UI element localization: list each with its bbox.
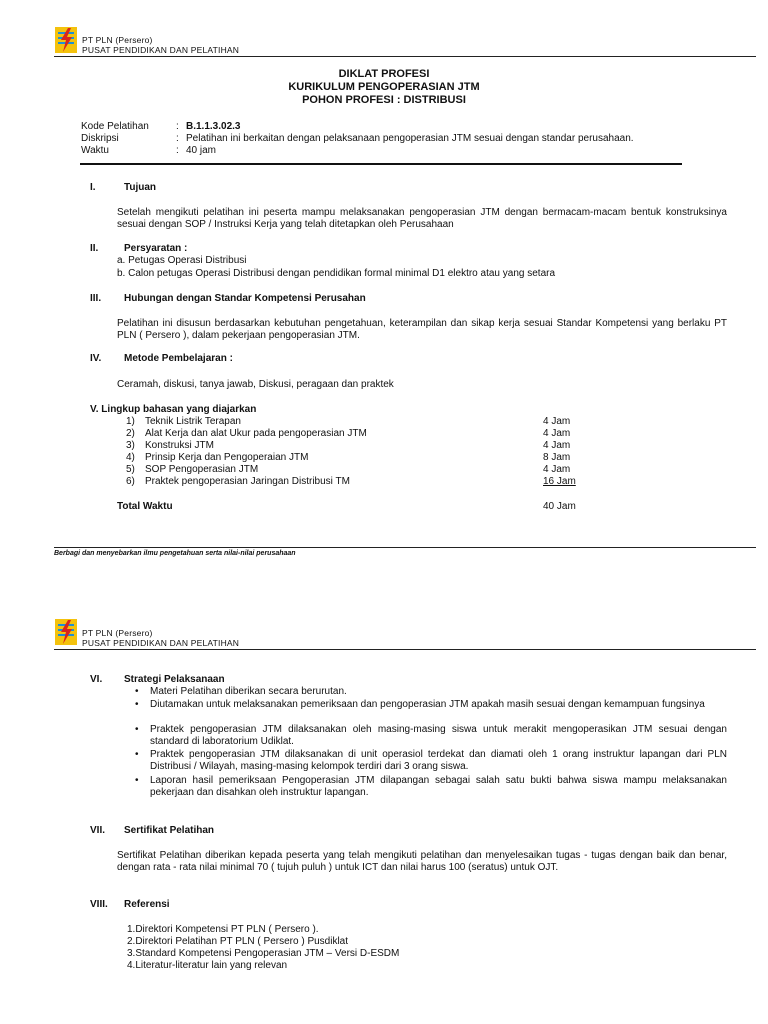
section-metode-title: Metode Pembelajaran : [124,353,233,364]
referensi-item: 1.Direktori Kompetensi PT PLN ( Persero ). [127,924,319,935]
kode-label: Kode Pelatihan [81,121,149,132]
waktu-value: 40 jam [186,145,217,156]
tujuan-text: Setelah mengikuti pelatihan ini peserta mampu melaksanakan pengoperasian JTM dengan bermacam-macam bentuk konstruksinya sesuai dengan SOP / Instruksi Kerja yang telah ditetapkan oleh Perusahaan [117,207,727,230]
scope-item-text: Teknik Listrik Terapan [145,416,241,427]
referensi-item: 2.Direktori Pelatihan PT PLN ( Persero ) Pusdiklat [127,936,349,947]
section-sertifikat-title: Sertifikat Pelatihan [124,825,215,836]
scope-item-text: Praktek pengoperasian Jaringan Distribusi TM [145,476,350,487]
section-persyaratan-num: II. [90,243,99,254]
unit-name: PUSAT PENDIDIKAN DAN PELATIHAN [82,45,240,55]
scope-item-num: 4) [126,452,135,463]
hubungan-text: Pelatihan ini disusun berdasarkan kebutuhan pengetahuan, keterampilan dan sikap kerja sesuai Standar Kompetensi yang berlaku PT PLN ( Persero ), dalam pekerjaan pengoperasian JTM. [117,318,727,341]
company-name: PT PLN (Persero) [82,628,153,638]
scope-item-hours: 4 Jam [543,440,571,451]
footer-divider [54,547,756,548]
bullet-icon: • [135,775,139,786]
footer-tagline: Berbagi dan menyebarkan ilmu pengetahuan serta nilai-nilai perusahaan [54,550,296,557]
bullet-icon: • [135,686,139,697]
section-strategi-num: VI. [90,674,103,685]
kode-colon: : [176,121,179,132]
scope-item-num: 3) [126,440,135,451]
scope-item-hours: 8 Jam [543,452,571,463]
section-metode-num: IV. [90,353,102,364]
referensi-item: 4.Literatur-literatur lain yang relevan [127,960,288,971]
scope-item-num: 6) [126,476,135,487]
scope-item-text: Konstruksi JTM [145,440,214,451]
diskripsi-label: Diskripsi [81,133,119,144]
section-lingkup-title: V. Lingkup bahasan yang diajarkan [90,404,257,415]
waktu-label: Waktu [81,145,109,156]
scope-item-num: 1) [126,416,135,427]
section-tujuan-title: Tujuan [124,182,157,193]
kode-value: B.1.1.3.02.3 [186,121,241,132]
scope-item-hours: 4 Jam [543,416,571,427]
section-hubungan-num: III. [90,293,102,304]
referensi-item: 3.Standard Kompetensi Pengoperasian JTM – Versi D-ESDM [127,948,400,959]
diskripsi-value: Pelatihan ini berkaitan dengan pelaksanaan pengoperasian JTM sesuai dengan standar perusahaan. [186,133,634,144]
bullet-icon: • [135,699,139,710]
scope-item-text: Alat Kerja dan alat Ukur pada pengoperasian JTM [145,428,367,439]
section-persyaratan-title: Persyaratan : [124,243,188,254]
sertifikat-text: Sertifikat Pelatihan diberikan kepada peserta yang telah mengikuti pelatihan dan menyelesaikan tugas - tugas dengan baik dan benar, dengan rata - rata nilai minimal 70 ( tujuh puluh ) untuk ICT dan nilai harus 100 (seratus) untuk OJT. [117,850,727,873]
doc-subtitle: KURIKULUM PENGOPERASIAN JTM [288,81,480,93]
persyaratan-item: a. Petugas Operasi Distribusi [117,255,247,266]
section-referensi-title: Referensi [124,899,170,910]
section-sertifikat-num: VII. [90,825,106,836]
scope-item-num: 5) [126,464,135,475]
diskripsi-colon: : [176,133,179,144]
section-hubungan-title: Hubungan dengan Standar Kompetensi Perusahan [124,293,366,304]
doc-title: DIKLAT PROFESI [338,68,430,80]
scope-item-num: 2) [126,428,135,439]
scope-item-hours: 4 Jam [543,428,571,439]
section-strategi-title: Strategi Pelaksanaan [124,674,225,685]
scope-item-hours: 16 Jam [543,476,576,487]
waktu-colon: : [176,145,179,156]
pln-logo-icon [55,27,77,53]
strategi-item: Praktek pengoperasian JTM dilaksanakan di unit operasiol terdekat dan diamati oleh 1 orang instruktur lapangan dari PLN Distribusi / Wilayah, masing-masing kelompok terdiri dari 3 orang siswa. [150,749,727,772]
header-divider [54,56,756,57]
strategi-item: Materi Pelatihan diberikan secara berurutan. [150,686,347,697]
total-waktu-value: 40 Jam [543,501,576,512]
strategi-item: Laporan hasil pemeriksaan Pengoperasian JTM dilapangan sebagai salah satu bukti bahwa siswa mampu melaksanakan pekerjaan dan disahkan oleh instruktur lapangan. [150,775,727,798]
company-name: PT PLN (Persero) [82,35,153,45]
persyaratan-item: b. Calon petugas Operasi Distribusi dengan pendidikan formal minimal D1 elektro atau yang setara [117,268,556,279]
section-tujuan-num: I. [90,182,96,193]
section-referensi-num: VIII. [90,899,108,910]
doc-subtitle-2: POHON PROFESI : DISTRIBUSI [302,94,466,106]
scope-item-text: SOP Pengoperasian JTM [145,464,259,475]
bullet-icon: • [135,724,139,735]
info-divider [80,163,682,165]
pln-logo-icon [55,619,77,645]
bullet-icon: • [135,749,139,760]
scope-item-hours: 4 Jam [543,464,571,475]
scope-item-text: Prinsip Kerja dan Pengoperaian JTM [145,452,309,463]
metode-text: Ceramah, diskusi, tanya jawab, Diskusi, peragaan dan praktek [117,379,394,390]
header-divider [54,649,756,650]
total-waktu-label: Total Waktu [117,501,173,512]
strategi-item: Praktek pengoperasian JTM dilaksanakan oleh masing-masing siswa untuk merakit mengoperasikan JTM sesuai dengan standard di laboratorium Udiklat. [150,724,727,747]
unit-name: PUSAT PENDIDIKAN DAN PELATIHAN [82,638,240,648]
strategi-item: Diutamakan untuk melaksanakan pemeriksaan dan pengoperasian JTM apakah masih sesuai dengan kemampuan fungsinya [150,699,705,710]
